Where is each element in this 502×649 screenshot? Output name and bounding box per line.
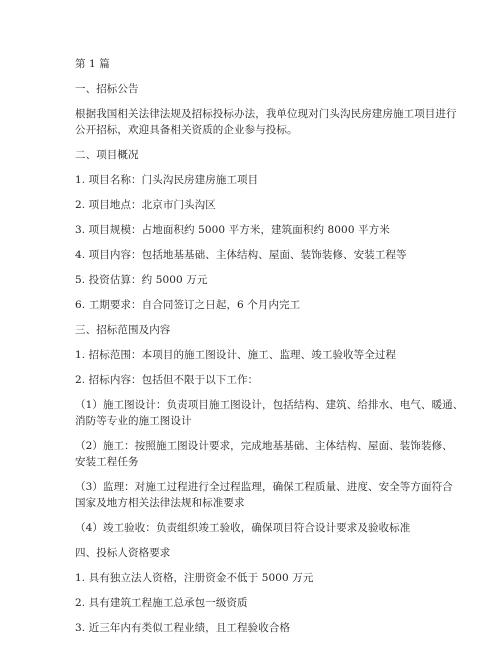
overview-item: 6. 工期要求：自合同签订之日起，6 个月内完工 — [75, 299, 301, 311]
overview-item: 5. 投资估算：约 5000 万元 — [75, 274, 208, 286]
section-heading-qualifications: 四、投标人资格要求 — [75, 547, 171, 559]
scope-item: 2. 招标内容：包括但不限于以下工作： — [75, 374, 259, 386]
scope-item: 1. 招标范围：本项目的施工图设计、施工、监理、竣工验收等全过程 — [75, 349, 397, 361]
qualification-item: 3. 近三年内有类似工程业绩，且工程验收合格 — [75, 622, 291, 634]
scope-subitem-supervision-line-1: （3）监理：对施工过程进行全过程监理，确保工程质量、进度、安全等方面符合 — [75, 481, 453, 493]
scope-subitem-construction-line-2: 安装工程任务 — [75, 456, 139, 468]
qualification-item: 2. 具有建筑工程施工总承包一级资质 — [75, 597, 248, 609]
overview-item: 3. 项目规模：占地面积约 5000 平方米，建筑面积约 8000 平方米 — [75, 224, 390, 236]
scope-subitem-construction-line-1: （2）施工：按照施工图设计要求，完成地基基础、主体结构、屋面、装饰装修、 — [75, 440, 453, 452]
scope-subitem-supervision-line-2: 国家及地方相关法律法规和标准要求 — [75, 497, 245, 509]
overview-item: 1. 项目名称：门头沟民房建房施工项目 — [75, 174, 259, 186]
section-heading-overview: 二、项目概况 — [75, 149, 139, 161]
scope-subitem-design-line-1: （1）施工图设计：负责项目施工图设计，包括结构、建筑、给排水、电气、暖通、 — [75, 399, 464, 411]
part-label: 第 1 篇 — [75, 58, 110, 70]
section-heading-scope: 三、招标范围及内容 — [75, 324, 171, 336]
scope-subitem-acceptance: （4）竣工验收：负责组织竣工验收，确保项目符合设计要求及验收标准 — [75, 522, 411, 534]
announcement-paragraph-line-1: 根据我国相关法律法规及招标投标办法，我单位现对门头沟民房建房施工项目进行 — [75, 108, 457, 120]
overview-item: 4. 项目内容：包括地基基础、主体结构、屋面、装饰装修、安装工程等 — [75, 249, 407, 261]
scope-subitem-design-line-2: 消防等专业的施工图设计 — [75, 415, 192, 427]
qualification-item: 1. 具有独立法人资格，注册资金不低于 5000 万元 — [75, 572, 314, 584]
overview-item: 2. 项目地点：北京市门头沟区 — [75, 199, 216, 211]
section-heading-announcement: 一、招标公告 — [75, 83, 139, 95]
announcement-paragraph-line-2: 公开招标，欢迎具备相关资质的企业参与投标。 — [75, 124, 298, 136]
